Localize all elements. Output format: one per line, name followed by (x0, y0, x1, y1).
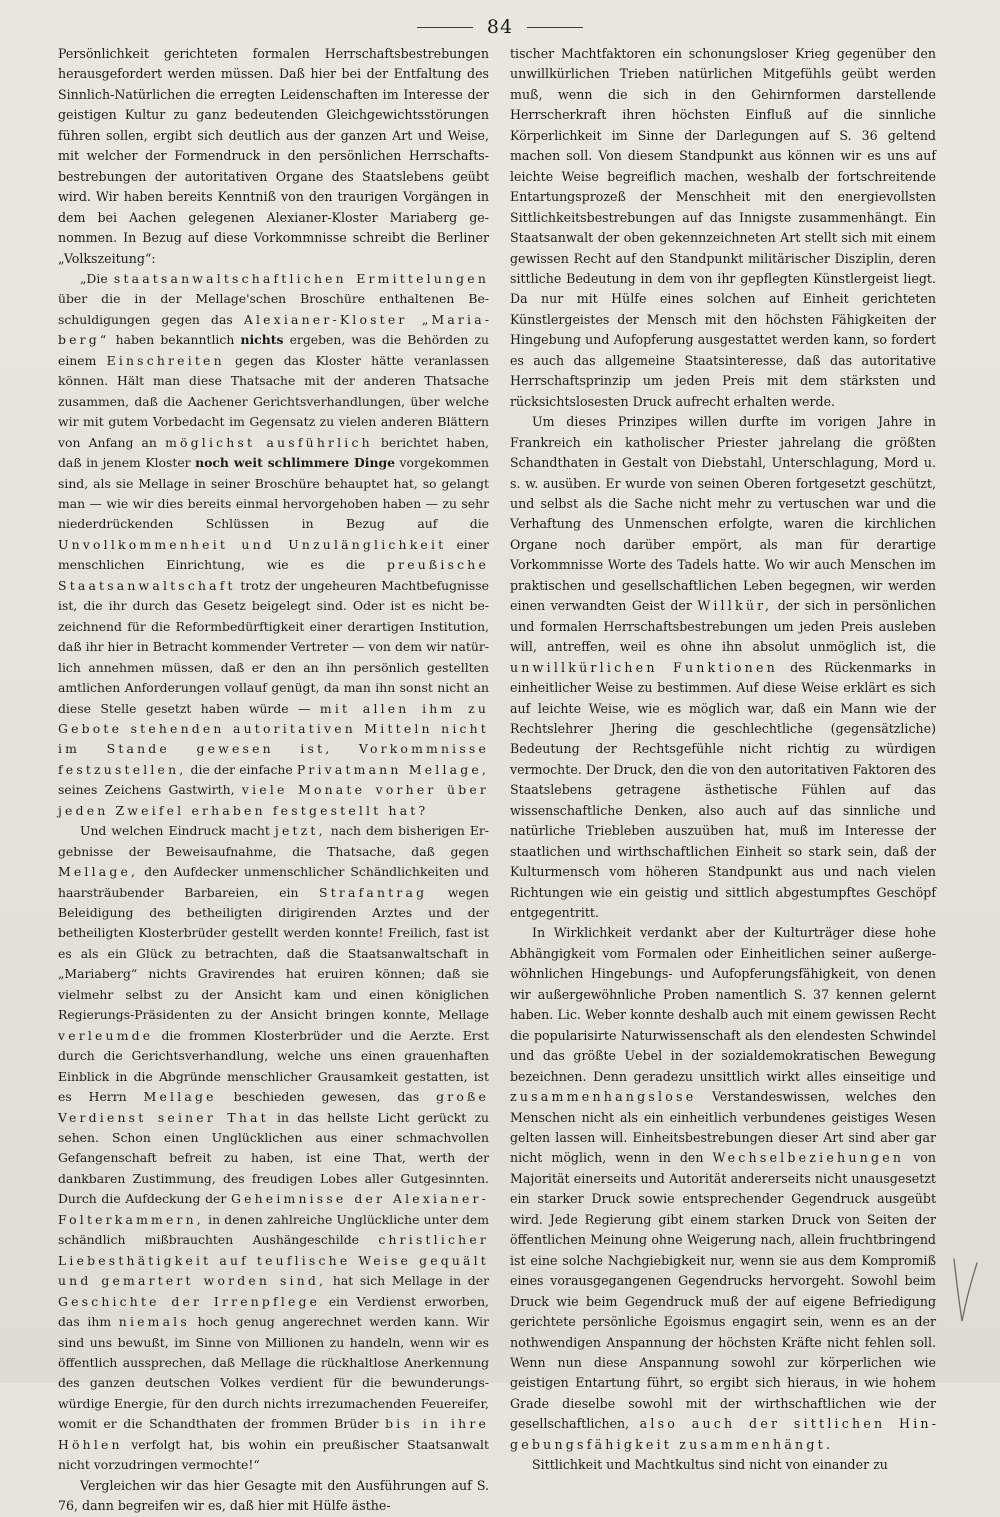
spaced-emphasis: Wechselbeziehungen (712, 1150, 905, 1166)
right-paragraph-4: Sittlichkeit und Machtkultus sind nicht von einander zu (532, 1457, 888, 1473)
quote-text: die frommen Klosterbrüder und die Aerzte. Erst durch die Gerichtsverhandlung, welche uns einen grauenhaften Einblick in die Abgründe menschlicher Grausamkeit gestatten, ist es Herrn (58, 1027, 489, 1105)
quote-text: in das hellste Licht gerückt zu sehen. Schon einen Unglücklichen aus einer schmachvollen Gefangenschaft befreit zu haben, ist eine That, werth der dankbaren Zustimmung, des freudigen Lobes aller Gutgesinnten. Durch die Aufdeckung der (58, 1109, 489, 1207)
spaced-emphasis: Einschreiten (106, 352, 225, 368)
spaced-emphasis: möglichst ausführlich (165, 434, 373, 450)
body-text: der sich in persönlichen und formalen Herrschaftsbestrebungen um jeden Preis ausleben will, antreffen, weil es ohne ihn absolut unmöglich ist, die (510, 598, 936, 655)
spaced-emphasis: also auch der sittlichen Hingebungsfähigkeit zusammenhängt. (510, 1416, 937, 1452)
left-column (58, 44, 489, 1517)
quote-text: beschieden gewesen, das (216, 1089, 437, 1105)
header-rule-right (527, 27, 583, 28)
quote-text: über die in der Mellage'schen Broschüre enthaltenen Beschuldigungen gegen das (58, 291, 489, 327)
quote-text: vorgekommen sind, als sie Mellage in seiner Broschüre behauptet hat, so gelangt man — wie wir dies bereits einmal hervorgehoben haben — zu sehr niederdrückenden Schlüssen in Bezug auf die (58, 455, 489, 532)
quote-text: einer menschlichen Einrichtung, wie es die (58, 536, 489, 573)
right-paragraph-2 (510, 412, 936, 923)
spaced-emphasis: Mellage, (58, 864, 139, 880)
quote-text: seines Zeichens Gastwirth, (58, 782, 242, 798)
spaced-emphasis: zusammenhangslose (510, 1089, 697, 1105)
header-rule-left (417, 27, 473, 28)
quote-text: Und welchen Eindruck macht (80, 823, 275, 839)
body-text: In Wirklichkeit verdankt aber der Kulturträger diese hohe Abhängigkeit vom Formalen oder Einheitlichen seiner außergewöhnlichen Hingebungs- und Aufopferungsfähigkeit, von denen wir außergewöhnliche Proben namentlich S. 37 kennen gelernt haben. Lic. Weber konnte deshalb auch mit einem gewissen Recht die popularisirte Naturwissenschaft als den elendesten Schwindel und das größte Uebel in der sozialdemokratischen Bewegung bezeichnen. Denn geradezu unsittlich wirkt alles einseitige und (510, 925, 936, 1084)
quote-text: gegen das Kloster hätte veranlassen können. Hält man diese Thatsache mit der anderen Thatsache zusammen, daß die Aachener Gerichtsverhandlungen, über welche wir mit gutem Vorbedacht im Gegensatz zu vielen anderen Blättern von Anfang an (58, 352, 489, 450)
quote-text: trotz der ungeheuren Machtbefugnisse ist, die ihr durch das Gesetz beigelegt sind. Oder ist es nicht bezeichnend für die Reformbedürftigkeit einer derartigen Institution, daß ihr hier in Betracht kommender Vertreter — von dem wir natürlich annehmen müssen, daß er den an ihn persönlich gestellten amtlichen Anforderungen vollauf genügt, da man ihn sonst nicht an diese Stelle gesetzt haben würde — (58, 577, 489, 716)
spaced-emphasis: christlicher Liebesthätigkeit auf teuflische Weise gequält und gemartert worden sind, (58, 1232, 489, 1289)
spaced-emphasis: staatsanwaltschaftlichen Ermittelungen (113, 270, 489, 286)
spaced-emphasis: Mellage (143, 1089, 217, 1105)
body-text: von Majorität einerseits und Autorität andererseits nicht unausgesetzt ein starker Druck sowie entsprechender Gegendruck ausgeübt wird. Jede Regierung gibt einem starken Druck von Seiten der öffentlichen Meinung ohne Weigerung nach, allein fruchtbringend ist eine solche Nachgiebigkeit nur, wenn sie aus dem Kompromiß eines vorausgegangenen Gegendrucks hervorgeht. Sowohl beim Druck wie beim Gegendruck muß der auf eigene Befriedigung gerichtete persönliche Egoismus engagirt sein, wenn es an der nothwendigen Anspannung der höchsten Kräfte nicht fehlen soll. Wenn nun diese Anspannung sowohl zur körperlichen wie geistigen Entartung führt, so ergibt sich hieraus, in wie hohem Grade dieselbe sowohl mit der wirthschaftlichen wie der gesellschaftlichen, (510, 1150, 936, 1432)
body-text: Um dieses Prinzipes willen durfte im vorigen Jahre in Frankreich ein katholischer Priester jahrelang die größten Schandthaten in Gestalt von Diebstahl, Unterschlagung, Mord u. s. w. ausüben. Er wurde von seinen Oberen fortgesetzt geschützt, und selbst als die Sache nicht mehr zu vertuschen war und die Verhaftung des Unmenschen erfolgte, waren die kirchlichen Organe noch darüber empört, als man für derartige Vorkommnisse Worte des Tadels hatte. Wo wir auch Menschen im praktischen und gesellschaftlichen Leben begegnen, wir werden einen verwandten Geist der (510, 414, 936, 614)
quote-text: die der einfache (186, 761, 297, 777)
pencil-mark-icon (950, 1255, 980, 1325)
quote-text: ein Verdienst erworben, das ihm (58, 1293, 489, 1330)
body-text: Verstandeswissen, welches den Menschen nicht als ein einheitlich verbundenes geistiges Wesen gelten lassen will. Einheitsbestrebungen dieser Art sind aber gar nicht möglich, wenn in den (510, 1089, 936, 1166)
page-header (0, 16, 1000, 38)
spaced-emphasis: bis in ihre Höhlen (58, 1416, 489, 1452)
spaced-emphasis: Unvollkommenheit und Unzulänglichkeit (58, 536, 447, 552)
right-column (510, 44, 936, 1476)
bold-emphasis: nichts (240, 332, 284, 348)
quote-paragraph-2 (58, 821, 489, 1476)
quote-text: „Die (80, 270, 114, 286)
quote-text: nach dem bisherigen Ergebnisse der Beweisaufnahme, die Thatsache, daß gegen (58, 823, 489, 859)
left-paragraph-3: Vergleichen wir das hier Gesagte mit den Ausführungen auf S. 76, dann begreifen wir es, daß hier mit Hülfe ästhe- (58, 1477, 489, 1514)
right-paragraph-3 (510, 923, 936, 1455)
spaced-emphasis: niemals (118, 1314, 190, 1330)
spaced-emphasis: unwillkürlichen Funktionen (510, 659, 778, 675)
spaced-emphasis: jetzt, (274, 823, 326, 839)
quote-text: ergeben, was die Behörden zu einem (58, 332, 490, 368)
quote-text: in denen zahlreiche Unglückliche unter dem schändlich mißbrauchten Aushängeschilde (58, 1211, 489, 1248)
spaced-emphasis: verleumde (58, 1027, 154, 1043)
quote-text: haben bekanntlich (109, 332, 241, 348)
spaced-emphasis: preußische Staatsanwaltschaft (58, 557, 489, 593)
quote-paragraph-1 (58, 269, 489, 821)
quote-text: wegen Beleidigung des betheiligten dirigirenden Arztes und der betheiligten Klosterbrüder gestellt werden konnte! Freilich, fast ist es als ein Glück zu betrachten, daß die Staatsanwaltschaft in „Mariaberg“ nichts Gravirendes hat eruiren können; daß sie vielmehr selbst zu der Ansicht kam und einen königlichen Regierungs-Präsidenten zu der Ansicht bringen konnte, Mellage (58, 884, 489, 1023)
body-text: des Rückenmarks in einheitlicher Weise zu bestimmen. Auf diese Weise erklärt es sich auf leichte Weise, wie es möglich war, daß ein Mann wie der Rechtslehrer Jhering die geschlechtliche (gegensätzliche) Bedeutung der Rechtsgefühle nicht richtig zu würdigen vermochte. Der Druck, den die von den autoritativen Faktoren des Staatslebens getragene ästhetische Fühlen auf das wissenschaftliche Denken, also auch auf das sinnliche und natürliche Triebleben auszuüben hat, muß im Interesse der staatlichen und wirthschaftlichen Einheit so stark sein, daß der Kulturmensch vom höheren Standpunkt aus und nach vielen Richtungen wie ein geistig und sittlich abgestumpftes Geschöpf entgegentritt. (510, 659, 936, 921)
spaced-emphasis: viele Monate vorher über jeden Zweifel erhaben festgestellt hat? (58, 782, 489, 818)
spaced-emphasis: Strafantrag (319, 884, 428, 900)
spaced-emphasis: mit allen ihm zu Gebote stehenden autoritativen Mitteln nicht im Stande gewesen ist, Vorkommnisse festzustellen, (58, 700, 489, 777)
quote-text: verfolgt hat, bis wohin ein preußischer Staatsanwalt nicht vorzudringen vermochte!“ (58, 1436, 489, 1473)
spaced-emphasis: Willkür, (697, 598, 773, 614)
spaced-emphasis: Geschichte der Irrenpflege (58, 1293, 321, 1309)
spaced-emphasis: Alexianer-Kloster „Mariaberg“ (58, 311, 489, 348)
quote-text: den Aufdecker unmenschlicher Schändlichkeiten und haarsträubender Barbareien, ein (58, 864, 489, 900)
right-paragraph-1: tischer Machtfaktoren ein schonungsloser Krieg gegenüber den unwillkürlichen Trieben natürlichen Mitgefühls geübt werden muß, wenn die sich in den Gehirnformen darstellende Herrscherkraft ihren höchsten Einfluß auf die sinnliche Körperlichkeit im Sinne der Darlegungen auf S. 36 geltend machen soll. Von diesem Standpunkt aus können wir es uns auf leichte Weise begreiflich machen, weshalb der fortschreitende Entartungsprozeß der Menschheit mit den energievollsten Sittlichkeitsbestrebungen auf das Innigste zusammenhängt. Ein Staatsanwalt der oben gekennzeichneten Art stellt sich mit einem gewissen Recht auf den Standpunkt militärischer Disziplin, deren sittliche Bedeutung in dem von ihr gepflegten Künstlergeist liegt. Da nur mit Hülfe eines solchen auf Einheit gerichteten Künstlergeistes der Mensch mit den höchsten Fähigkeiten der Hingebung und Aufopferung ausgestattet werden kann, so fordert es auch das allgemeine Staatsinteresse, daß das autoritative Herrschaftsprinzip um jeden Preis mit dem stärksten und rücksichtslosesten Druck aufrecht erhalten werde. (510, 46, 936, 409)
quote-text: hoch genug angerechnet werden kann. Wir sind uns bewußt, im Sinne von Millionen zu handeln, wenn wir es öffentlich aussprechen, daß Mellage die rückhaltlose Anerkennung des ganzen deutschen Volkes verdient für die bewunderungswürdige Energie, für den durch nichts irrezumachenden Feuereifer, womit er die Schandthaten der frommen Brüder (58, 1314, 489, 1432)
spaced-emphasis: Geheimnisse der Alexianer-Folterkammern, (58, 1191, 489, 1227)
left-paragraph-1: Persönlichkeit gerichteten formalen Herrschaftsbestrebungen herausgefordert werden müssen. Daß hier bei der Entfaltung des Sinnlich-Natürlichen die erregten Leidenschaften im Interesse der geistigen Kultur zu ganz bedeutenden Gleichgewichtsstörungen führen sollen, ergibt sich deutlich aus der ganzen Art und Weise, mit welcher der Formendruck in den persönlichen Herrschaftsbestrebungen der autoritativen Organe des Staatslebens geübt wird. Wir haben bereits Kenntniß von den traurigen Vorgängen in dem bei Aachen gelegenen Alexianer-Kloster Mariaberg genommen. In Bezug auf diese Vorkommnisse schreibt die Berliner „Volkszeitung“: (58, 46, 489, 266)
spaced-emphasis: große Verdienst seiner That (58, 1089, 489, 1125)
bold-emphasis: noch weit schlimmere Dinge (195, 455, 396, 471)
page-number: 84 (486, 16, 514, 38)
quote-text: hat sich Mellage in der (326, 1273, 489, 1289)
quote-text: berichtet haben, daß in jenem Kloster (58, 434, 489, 471)
spaced-emphasis: Privatmann Mellage, (296, 761, 489, 777)
